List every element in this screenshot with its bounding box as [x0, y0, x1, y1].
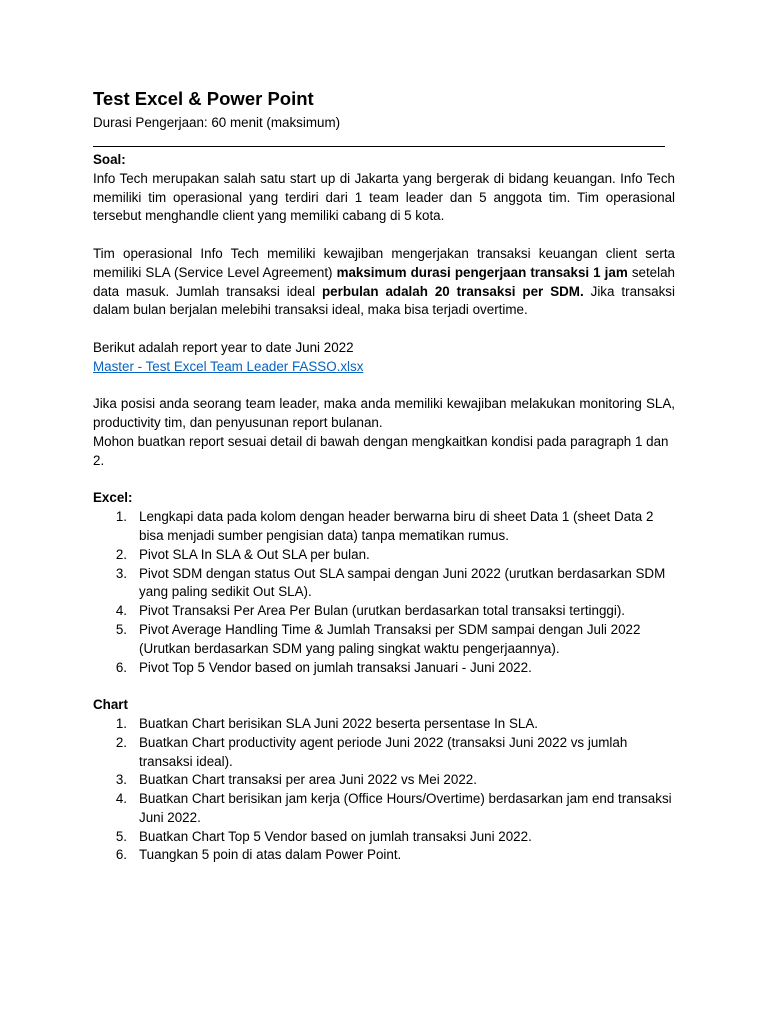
list-item-number: 6. [115, 659, 127, 675]
paragraph-sla-bold-ideal: perbulan adalah 20 transaksi per SDM. [321, 283, 584, 299]
excel-heading: Excel: [93, 490, 133, 506]
horizontal-divider [93, 146, 665, 147]
list-item-number: 5. [115, 828, 127, 844]
chart-task-list [93, 715, 675, 865]
list-item [93, 508, 675, 546]
list-item-text: Tuangkan 5 poin di atas dalam Power Point. [139, 847, 402, 863]
list-item [93, 734, 675, 772]
list-item [93, 621, 675, 659]
list-item [93, 565, 675, 603]
list-item-number: 3. [115, 565, 127, 581]
paragraph-sla-bold-duration: maksimum durasi pengerjaan transaksi 1 jam [336, 264, 628, 280]
excel-task-list [93, 508, 675, 677]
list-item-text: Pivot SDM dengan status Out SLA sampai dengan Juni 2022 (urutkan berdasarkan SDM yang paling sedikit Out SLA). [139, 565, 666, 600]
list-item-number: 2. [115, 734, 127, 750]
list-item-number: 4. [115, 603, 127, 619]
list-item-text: Pivot SLA In SLA & Out SLA per bulan. [139, 546, 370, 562]
paragraph-sla [93, 245, 675, 320]
soal-heading: Soal: [93, 152, 126, 167]
list-item [93, 828, 675, 847]
spacer [93, 320, 675, 339]
spacer [93, 677, 675, 696]
list-item [93, 659, 675, 678]
list-item-text: Pivot Transaksi Per Area Per Bulan (urutkan berdasarkan total transaksi tertinggi). [139, 603, 626, 619]
paragraph-sla-part: Tim operasional Info Tech memiliki kewajiban mengerjakan transaksi keuangan client serta memiliki SLA (Service Level Agreement) [93, 245, 675, 280]
list-item [93, 546, 675, 565]
list-item-text: Lengkapi data pada kolom dengan header berwarna biru di sheet Data 1 (sheet Data 2 bisa menjadi sumber pengisian data) tanpa mematikan rumus. [139, 509, 654, 543]
list-item-text: Buatkan Chart productivity agent periode Juni 2022 (transaksi Juni 2022 vs jumlah transaksi ideal). [139, 734, 628, 769]
list-item-number: 4. [115, 791, 127, 807]
list-item-number: 3. [115, 772, 127, 788]
document-body [93, 151, 675, 865]
document-subtitle: Durasi Pengerjaan: 60 menit (maksimum) [93, 115, 341, 130]
list-item-text: Pivot Average Handling Time & Jumlah Transaksi per SDM sampai dengan Juli 2022 (Urutkan berdasarkan SDM yang paling singkat waktu pengerjaannya). [139, 621, 641, 656]
list-item-text: Buatkan Chart berisikan SLA Juni 2022 beserta persentase In SLA. [139, 715, 538, 731]
paragraph-sla-part: setelah data masuk. Jumlah transaksi ideal [93, 264, 676, 299]
list-item-text: Buatkan Chart transaksi per area Juni 2022 vs Mei 2022. [139, 772, 477, 788]
list-item [93, 790, 675, 828]
list-item [93, 771, 675, 790]
paragraph-team-leader: Jika posisi anda seorang team leader, maka anda memiliki kewajiban melakukan monitoring SLA, productivity tim, dan penyusunan report bulanan. [93, 396, 675, 431]
list-item-number: 1. [115, 715, 127, 731]
list-item [93, 846, 675, 865]
master-file-link[interactable]: Master - Test Excel Team Leader FASSO.xlsx [93, 358, 364, 374]
list-item [93, 602, 675, 621]
spacer [93, 471, 675, 490]
list-item-number: 6. [115, 847, 127, 863]
spacer [93, 226, 675, 245]
chart-heading: Chart [93, 697, 128, 713]
spacer [93, 377, 675, 396]
document-title: Test Excel & Power Point [93, 88, 314, 109]
paragraph-intro: Info Tech merupakan salah satu start up di Jakarta yang bergerak di bidang keuangan. Info Tech memiliki tim operasional yang terdiri dari 1 team leader dan 5 anggota tim. Tim operasional tersebut menghandle client yang memiliki cabang di 5 kota. [93, 170, 675, 224]
list-item-number: 2. [115, 546, 127, 562]
list-item-text: Buatkan Chart berisikan jam kerja (Office Hours/Overtime) berdasarkan jam end transaksi Juni 2022. [139, 791, 672, 825]
report-line: Berikut adalah report year to date Juni 2022 [93, 339, 354, 355]
list-item-number: 1. [115, 509, 127, 525]
list-item [93, 715, 675, 734]
paragraph-sla-part: Jika transaksi dalam bulan berjalan melebihi transaksi ideal, maka bisa terjadi overtime. [93, 283, 675, 318]
paragraph-request: Mohon buatkan report sesuai detail di bawah dengan mengkaitkan kondisi pada paragraph 1 dan 2. [93, 433, 669, 468]
list-item-number: 5. [115, 621, 127, 637]
list-item-text: Buatkan Chart Top 5 Vendor based on jumlah transaksi Juni 2022. [139, 828, 532, 844]
list-item-text: Pivot Top 5 Vendor based on jumlah transaksi Januari - Juni 2022. [139, 659, 532, 675]
